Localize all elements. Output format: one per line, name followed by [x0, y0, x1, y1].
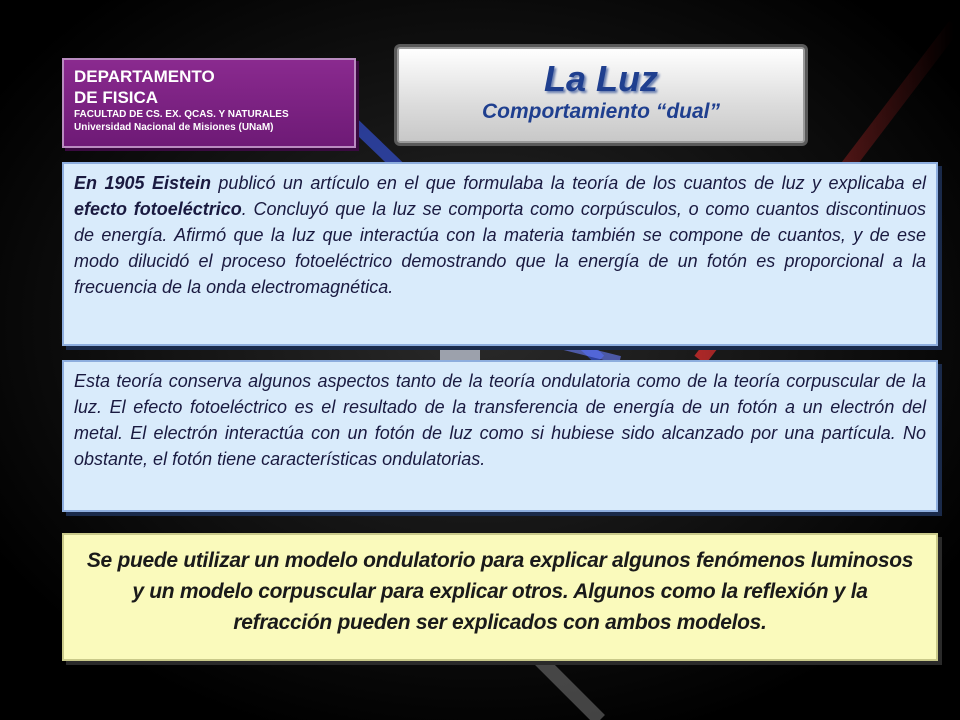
paragraph-einstein [62, 162, 938, 346]
paragraph1-part1: publicó un artículo en el que formulaba la teoría de los cuantos de luz y explicaba el [210, 173, 926, 193]
conclusion-text: Se puede utilizar un modelo ondulatorio para explicar algunos fenómenos luminosos y un modelo corpuscular para explicar otros. Algunos como la reflexión y la refracción pueden ser explicados con ambos modelos. [86, 549, 914, 634]
paragraph1-term: efecto fotoeléctrico [74, 199, 242, 219]
department-line2: DE FISICA [74, 88, 159, 107]
department-line1: DEPARTAMENTO [74, 67, 215, 86]
conclusion-box [62, 533, 938, 661]
paragraph-theory [62, 360, 938, 512]
faculty-name: FACULTAD DE CS. EX. QCAS. Y NATURALES [74, 109, 289, 120]
title-box [397, 47, 805, 143]
page-title: La Luz [544, 58, 658, 99]
paragraph2-text: Esta teoría conserva algunos aspectos tanto de la teoría ondulatoria como de la teoría corpuscular de la luz. El efecto fotoeléctrico es el resultado de la transferencia de energía de un fotón a un electrón del metal. El electrón interactúa con un fotón de luz como si hubiese sido alcanzado por una partícula. No obstante, el fotón tiene características ondulatorias. [74, 371, 926, 469]
page-subtitle: Comportamiento “dual” [481, 100, 720, 123]
paragraph1-part2: . Concluyó que la luz se comporta como corpúsculos, o como cuantos discontinuos de energía. Afirmó que la luz que interactúa con la materia también se compone de cuantos, y de ese modo dilucidó el proceso fotoeléctrico demostrando que la energía de un fotón es proporcional a la frecuencia de la onda electromagnética. [74, 199, 926, 297]
department-box [62, 58, 356, 148]
university-name: Universidad Nacional de Misiones (UNaM) [74, 122, 274, 133]
paragraph1-lead: En 1905 Eistein [74, 173, 211, 193]
